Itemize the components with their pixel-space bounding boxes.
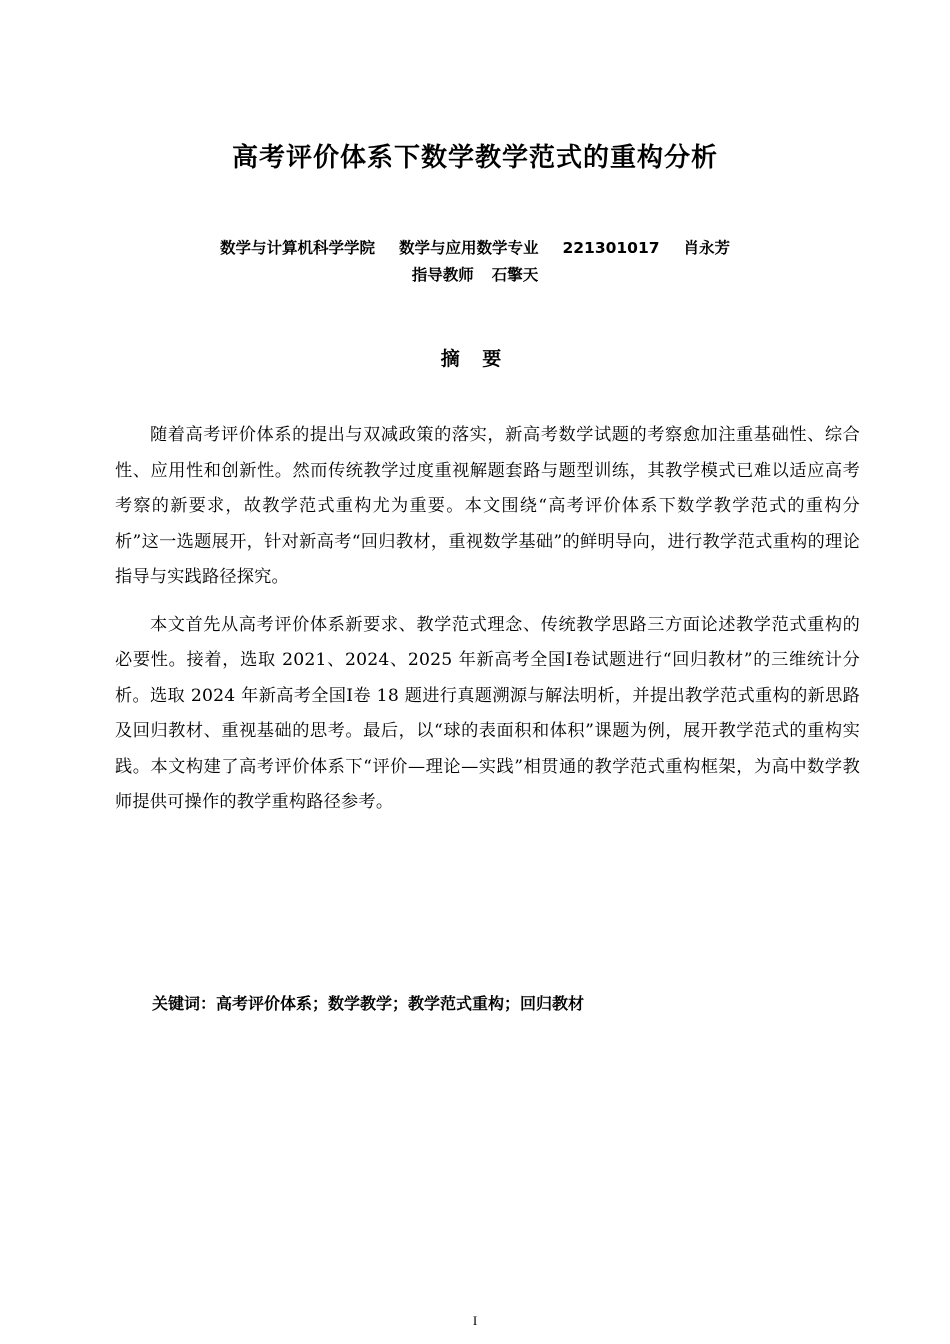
author-name: 肖永芳 xyxy=(683,239,731,257)
advisor-label: 指导教师 xyxy=(411,266,474,284)
abstract-heading: 摘 要 xyxy=(440,348,510,370)
advisor-name: 石擎天 xyxy=(491,266,539,284)
author-info-line xyxy=(0,237,950,259)
page-number: I xyxy=(472,1313,478,1328)
abstract-paragraph: 本文首先从高考评价体系新要求、教学范式理念、传统教学思路三方面论述教学范式重构的必要性。接着，选取 2021、2024、2025 年新高考全国Ⅰ卷试题进行“回归教材”的三维统计分析。选取 2024 年新高考全国Ⅰ卷 18 题进行真题溯源与解法明析，并提出教学范式重构的新思路及回归教材、重视基础的思考。最后，以“球的表面积和体积”课题为例，展开教学范式的重构实践。本文构建了高考评价体系下“评价—理论—实践”相贯通的教学范式重构框架，为高中数学教师提供可操作的教学重构路径参考。 xyxy=(115,614,860,812)
school-name: 数学与计算机科学学院 xyxy=(219,239,375,257)
major-name: 数学与应用数学专业 xyxy=(398,239,539,257)
advisor-line xyxy=(0,264,950,286)
abstract-paragraph: 随着高考评价体系的提出与双减政策的落实，新高考数学试题的考察愈加注重基础性、综合性、应用性和创新性。然而传统教学过度重视解题套路与题型训练，其教学模式已难以适应高考考察的新要求，故教学范式重构尤为重要。本文围绕“高考评价体系下数学教学范式的重构分析”这一选题展开，针对新高考“回归教材，重视数学基础”的鲜明导向，进行教学范式重构的理论指导与实践路径探究。 xyxy=(115,425,860,587)
student-id: 221301017 xyxy=(562,239,660,257)
abstract-body xyxy=(115,418,860,821)
keywords-line: 关键词：高考评价体系；数学教学；教学范式重构；回归教材 xyxy=(152,994,585,1013)
paper-title: 高考评价体系下数学教学范式的重构分析 xyxy=(231,143,718,173)
